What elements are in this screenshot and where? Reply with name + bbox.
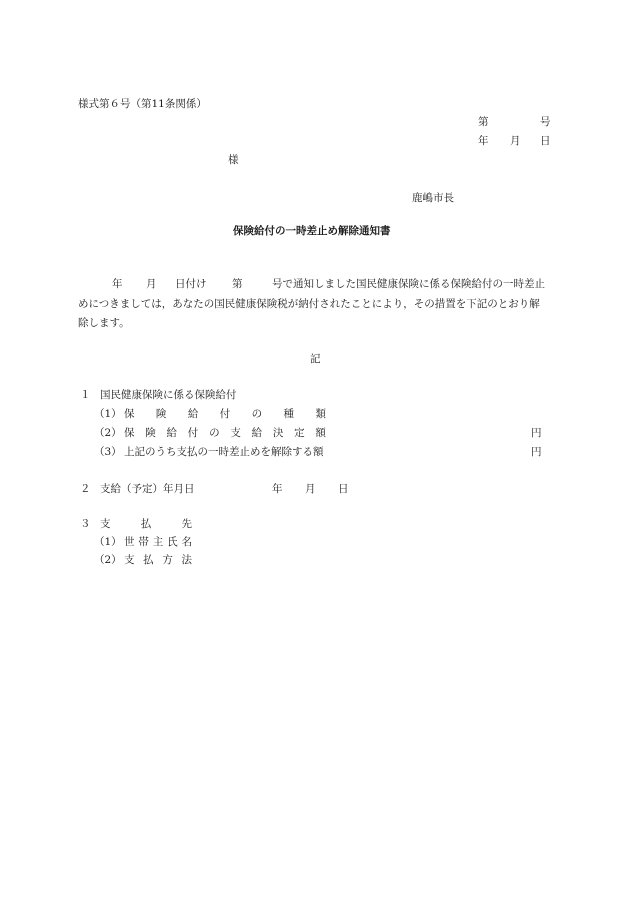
section1-item1-label: 保 険 給 付 の 種 類 [124, 408, 326, 420]
section1-item3-unit: 円 [531, 446, 542, 458]
body-date-tsuki: 月 [146, 278, 157, 290]
body-line1: 号で通知しました国民健康保険に係る保険給付の一時差止 [272, 278, 545, 290]
date-nen: 年 [478, 135, 489, 147]
section1-item2-num: （2） [94, 427, 122, 439]
body-dai: 第 [232, 278, 243, 290]
form-number: 様式第６号（第11条関係） [78, 98, 207, 110]
section3-item1-num: （1） [94, 536, 122, 548]
section2-number: ２ [80, 483, 91, 495]
section1-item3-num: （3） [94, 446, 122, 458]
body-line2: めにつきましては，あなたの国民健康保険税が納付されたことにより，その措置を下記のとおり解 [78, 298, 540, 310]
recipient-sama: 様 [228, 154, 239, 166]
section1-item2-unit: 円 [531, 427, 542, 439]
section3-heading: 支 払 先 [100, 518, 192, 530]
section1-number: １ [80, 389, 91, 401]
section1-item3-label: 上記のうち支払の一時差止めを解除する額 [124, 446, 324, 458]
ki-heading: 記 [310, 353, 321, 365]
document-number-dai: 第 [478, 116, 489, 128]
section1-heading: 国民健康保険に係る保険給付 [100, 389, 237, 401]
section3-item1-label: 世 帯 主 氏 名 [124, 536, 192, 548]
body-date-nen: 年 [112, 278, 123, 290]
date-tsuki: 月 [510, 135, 521, 147]
issuer: 鹿嶋市長 [412, 192, 454, 204]
section2-heading: 支給（予定）年月日 [100, 483, 195, 495]
body-line3: 除します。 [78, 317, 130, 329]
section2-hi: 日 [338, 483, 349, 495]
section2-tsuki: 月 [305, 483, 316, 495]
section3-number: ３ [80, 518, 91, 530]
document-title: 保険給付の一時差止め解除通知書 [233, 225, 391, 237]
section3-item2-label: 支 払 方 法 [124, 554, 192, 566]
body-date-hizuke: 日付け [175, 278, 207, 290]
section1-item1-num: （1） [94, 408, 122, 420]
section3-item2-num: （2） [94, 554, 122, 566]
document-number-go: 号 [540, 116, 551, 128]
date-hi: 日 [540, 135, 551, 147]
section2-nen: 年 [272, 483, 283, 495]
section1-item2-label: 保 険 給 付 の 支 給 決 定 額 [124, 427, 326, 439]
